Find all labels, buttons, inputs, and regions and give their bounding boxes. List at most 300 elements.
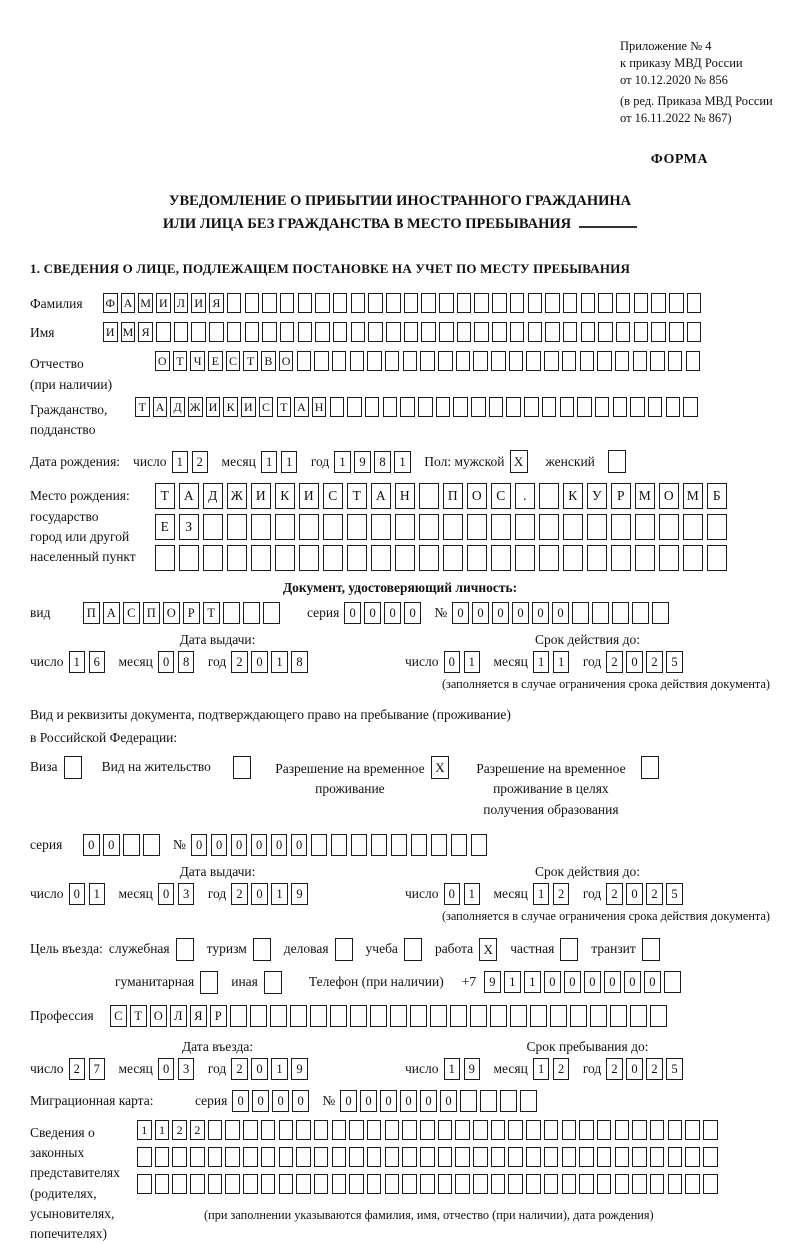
char-cell[interactable] (630, 1005, 647, 1027)
residence-permit-checkbox[interactable] (233, 756, 251, 779)
char-cell[interactable]: М (121, 322, 136, 342)
char-cell[interactable]: Р (183, 602, 200, 624)
char-cell[interactable] (456, 351, 471, 371)
char-cell[interactable]: И (103, 322, 118, 342)
char-cell[interactable] (491, 1147, 506, 1167)
char-cell[interactable] (544, 1147, 559, 1167)
char-cell[interactable] (634, 322, 649, 342)
char-cell[interactable]: О (659, 483, 679, 509)
char-cell[interactable] (613, 397, 628, 417)
char-cell[interactable] (403, 351, 418, 371)
char-cell[interactable] (411, 834, 428, 856)
char-cell[interactable]: 1 (69, 651, 86, 673)
char-cell[interactable] (314, 1120, 329, 1140)
char-cell[interactable]: 0 (626, 651, 643, 673)
char-cell[interactable] (650, 1147, 665, 1167)
char-cell[interactable] (611, 545, 631, 571)
char-cell[interactable] (438, 351, 453, 371)
char-cell[interactable] (707, 514, 727, 540)
char-cell[interactable] (545, 293, 560, 313)
char-cell[interactable] (347, 514, 367, 540)
char-cell[interactable]: 0 (444, 883, 461, 905)
char-cell[interactable]: 0 (364, 602, 381, 624)
char-cell[interactable]: А (371, 483, 391, 509)
char-cell[interactable] (526, 351, 541, 371)
char-cell[interactable]: 0 (544, 971, 561, 993)
char-cell[interactable] (632, 1174, 647, 1194)
char-cell[interactable] (368, 322, 383, 342)
char-cell[interactable] (261, 1120, 276, 1140)
char-cell[interactable] (650, 1005, 667, 1027)
char-cell[interactable] (332, 1174, 347, 1194)
char-cell[interactable]: 0 (83, 834, 100, 856)
char-cell[interactable]: 1 (444, 1058, 461, 1080)
char-cell[interactable]: 0 (626, 1058, 643, 1080)
char-cell[interactable]: 1 (271, 1058, 288, 1080)
char-cell[interactable]: Л (174, 293, 189, 313)
char-cell[interactable] (650, 1120, 665, 1140)
char-cell[interactable] (659, 514, 679, 540)
char-cell[interactable]: И (191, 293, 206, 313)
char-cell[interactable] (225, 1120, 240, 1140)
char-cell[interactable] (703, 1147, 718, 1167)
char-cell[interactable]: 2 (606, 651, 623, 673)
char-cell[interactable] (420, 1120, 435, 1140)
char-cell[interactable]: 1 (281, 451, 298, 473)
char-cell[interactable]: 0 (271, 834, 288, 856)
char-cell[interactable] (592, 602, 609, 624)
char-cell[interactable] (616, 322, 631, 342)
char-cell[interactable] (262, 293, 277, 313)
char-cell[interactable]: 5 (666, 883, 683, 905)
char-cell[interactable] (421, 322, 436, 342)
char-cell[interactable] (480, 1090, 497, 1112)
char-cell[interactable]: А (103, 602, 120, 624)
char-cell[interactable] (296, 1120, 311, 1140)
char-cell[interactable] (347, 397, 362, 417)
char-cell[interactable] (615, 351, 630, 371)
char-cell[interactable] (473, 1120, 488, 1140)
char-cell[interactable]: Т (243, 351, 258, 371)
purpose-other-checkbox[interactable] (264, 971, 282, 994)
char-cell[interactable] (615, 1174, 630, 1194)
char-cell[interactable]: М (683, 483, 703, 509)
char-cell[interactable] (395, 514, 415, 540)
char-cell[interactable] (560, 397, 575, 417)
char-cell[interactable] (612, 602, 629, 624)
char-cell[interactable]: В (261, 351, 276, 371)
char-cell[interactable]: 5 (666, 1058, 683, 1080)
char-cell[interactable] (580, 351, 595, 371)
char-cell[interactable]: 9 (291, 1058, 308, 1080)
char-cell[interactable]: 0 (512, 602, 529, 624)
char-cell[interactable] (579, 1120, 594, 1140)
char-cell[interactable] (420, 1147, 435, 1167)
char-cell[interactable]: 0 (251, 1058, 268, 1080)
char-cell[interactable] (368, 293, 383, 313)
char-cell[interactable] (385, 1147, 400, 1167)
char-cell[interactable]: О (467, 483, 487, 509)
char-cell[interactable] (508, 1120, 523, 1140)
char-cell[interactable]: Т (130, 1005, 147, 1027)
char-cell[interactable]: 2 (606, 883, 623, 905)
char-cell[interactable] (439, 322, 454, 342)
char-cell[interactable]: Р (210, 1005, 227, 1027)
char-cell[interactable] (615, 1120, 630, 1140)
char-cell[interactable] (223, 602, 240, 624)
char-cell[interactable] (208, 1174, 223, 1194)
char-cell[interactable]: 1 (155, 1120, 170, 1140)
char-cell[interactable]: А (121, 293, 136, 313)
char-cell[interactable] (528, 322, 543, 342)
char-cell[interactable] (450, 1005, 467, 1027)
char-cell[interactable]: 1 (464, 651, 481, 673)
char-cell[interactable] (683, 545, 703, 571)
char-cell[interactable]: 8 (178, 651, 195, 673)
char-cell[interactable] (455, 1147, 470, 1167)
char-cell[interactable] (562, 351, 577, 371)
char-cell[interactable] (632, 1120, 647, 1140)
char-cell[interactable]: 0 (251, 883, 268, 905)
char-cell[interactable] (314, 1147, 329, 1167)
purpose-private-checkbox[interactable] (560, 938, 578, 961)
char-cell[interactable] (250, 1005, 267, 1027)
char-cell[interactable] (227, 293, 242, 313)
char-cell[interactable] (581, 322, 596, 342)
char-cell[interactable]: И (251, 483, 271, 509)
char-cell[interactable] (298, 322, 313, 342)
char-cell[interactable] (470, 1005, 487, 1027)
char-cell[interactable] (419, 514, 439, 540)
char-cell[interactable] (539, 483, 559, 509)
char-cell[interactable] (386, 293, 401, 313)
char-cell[interactable] (225, 1174, 240, 1194)
char-cell[interactable]: 0 (158, 883, 175, 905)
char-cell[interactable] (385, 351, 400, 371)
char-cell[interactable] (650, 351, 665, 371)
char-cell[interactable] (349, 1147, 364, 1167)
char-cell[interactable]: Б (707, 483, 727, 509)
char-cell[interactable] (455, 1174, 470, 1194)
char-cell[interactable] (190, 1147, 205, 1167)
char-cell[interactable] (251, 514, 271, 540)
char-cell[interactable] (208, 1147, 223, 1167)
char-cell[interactable]: 0 (252, 1090, 269, 1112)
char-cell[interactable] (490, 1005, 507, 1027)
char-cell[interactable] (597, 1174, 612, 1194)
char-cell[interactable]: 0 (158, 651, 175, 673)
char-cell[interactable]: Т (173, 351, 188, 371)
char-cell[interactable] (225, 1147, 240, 1167)
char-cell[interactable] (520, 1090, 537, 1112)
char-cell[interactable]: О (163, 602, 180, 624)
char-cell[interactable]: 2 (553, 883, 570, 905)
char-cell[interactable] (668, 1147, 683, 1167)
char-cell[interactable] (669, 293, 684, 313)
char-cell[interactable]: 0 (384, 602, 401, 624)
char-cell[interactable] (332, 1147, 347, 1167)
char-cell[interactable] (227, 514, 247, 540)
char-cell[interactable]: К (223, 397, 238, 417)
char-cell[interactable]: 2 (646, 883, 663, 905)
char-cell[interactable]: 1 (533, 651, 550, 673)
char-cell[interactable] (351, 322, 366, 342)
char-cell[interactable] (385, 1120, 400, 1140)
char-cell[interactable] (371, 545, 391, 571)
visa-checkbox[interactable] (64, 756, 82, 779)
char-cell[interactable] (315, 293, 330, 313)
char-cell[interactable]: 1 (504, 971, 521, 993)
char-cell[interactable]: Н (312, 397, 327, 417)
char-cell[interactable] (230, 1005, 247, 1027)
char-cell[interactable] (471, 397, 486, 417)
char-cell[interactable] (563, 545, 583, 571)
char-cell[interactable]: 0 (444, 651, 461, 673)
char-cell[interactable] (685, 1120, 700, 1140)
char-cell[interactable] (137, 1174, 152, 1194)
char-cell[interactable] (510, 293, 525, 313)
char-cell[interactable]: 0 (492, 602, 509, 624)
char-cell[interactable] (297, 351, 312, 371)
char-cell[interactable]: А (153, 397, 168, 417)
char-cell[interactable] (467, 545, 487, 571)
char-cell[interactable] (418, 397, 433, 417)
char-cell[interactable] (155, 1174, 170, 1194)
char-cell[interactable] (515, 514, 535, 540)
char-cell[interactable] (500, 1090, 517, 1112)
char-cell[interactable]: Т (155, 483, 175, 509)
char-cell[interactable] (419, 483, 439, 509)
char-cell[interactable]: Ж (188, 397, 203, 417)
char-cell[interactable]: И (206, 397, 221, 417)
temp-residence-checkbox[interactable]: X (431, 756, 449, 779)
purpose-business-checkbox[interactable] (335, 938, 353, 961)
char-cell[interactable] (280, 293, 295, 313)
char-cell[interactable]: 2 (646, 1058, 663, 1080)
char-cell[interactable] (245, 322, 260, 342)
char-cell[interactable] (451, 834, 468, 856)
char-cell[interactable] (323, 545, 343, 571)
char-cell[interactable]: С (491, 483, 511, 509)
char-cell[interactable] (431, 834, 448, 856)
char-cell[interactable] (508, 1174, 523, 1194)
char-cell[interactable]: С (110, 1005, 127, 1027)
char-cell[interactable]: А (179, 483, 199, 509)
char-cell[interactable]: Р (611, 483, 631, 509)
char-cell[interactable] (539, 545, 559, 571)
char-cell[interactable] (687, 293, 702, 313)
char-cell[interactable] (386, 322, 401, 342)
char-cell[interactable]: 9 (354, 451, 371, 473)
char-cell[interactable] (492, 322, 507, 342)
char-cell[interactable]: 1 (271, 883, 288, 905)
char-cell[interactable] (539, 514, 559, 540)
char-cell[interactable]: 2 (192, 451, 209, 473)
char-cell[interactable] (420, 1174, 435, 1194)
char-cell[interactable] (333, 293, 348, 313)
char-cell[interactable] (298, 293, 313, 313)
char-cell[interactable] (365, 397, 380, 417)
char-cell[interactable] (563, 322, 578, 342)
char-cell[interactable] (333, 322, 348, 342)
char-cell[interactable] (227, 322, 242, 342)
char-cell[interactable]: 1 (533, 1058, 550, 1080)
char-cell[interactable] (443, 545, 463, 571)
purpose-official-checkbox[interactable] (176, 938, 194, 961)
purpose-transit-checkbox[interactable] (642, 938, 660, 961)
char-cell[interactable]: П (443, 483, 463, 509)
char-cell[interactable] (410, 1005, 427, 1027)
char-cell[interactable]: Я (138, 322, 153, 342)
char-cell[interactable] (443, 514, 463, 540)
char-cell[interactable]: 0 (584, 971, 601, 993)
char-cell[interactable]: П (83, 602, 100, 624)
char-cell[interactable] (685, 1147, 700, 1167)
char-cell[interactable] (347, 545, 367, 571)
char-cell[interactable] (270, 1005, 287, 1027)
char-cell[interactable] (311, 834, 328, 856)
char-cell[interactable]: 0 (232, 1090, 249, 1112)
char-cell[interactable]: Т (277, 397, 292, 417)
char-cell[interactable] (616, 293, 631, 313)
char-cell[interactable]: 2 (606, 1058, 623, 1080)
char-cell[interactable]: И (241, 397, 256, 417)
char-cell[interactable] (243, 602, 260, 624)
char-cell[interactable]: 3 (178, 883, 195, 905)
char-cell[interactable] (595, 397, 610, 417)
char-cell[interactable] (350, 1005, 367, 1027)
char-cell[interactable] (491, 514, 511, 540)
char-cell[interactable] (510, 322, 525, 342)
char-cell[interactable] (581, 293, 596, 313)
char-cell[interactable] (275, 545, 295, 571)
char-cell[interactable] (550, 1005, 567, 1027)
char-cell[interactable]: 0 (251, 834, 268, 856)
char-cell[interactable] (296, 1147, 311, 1167)
char-cell[interactable] (227, 545, 247, 571)
char-cell[interactable] (395, 545, 415, 571)
char-cell[interactable]: 0 (644, 971, 661, 993)
char-cell[interactable]: 0 (404, 602, 421, 624)
char-cell[interactable] (209, 322, 224, 342)
char-cell[interactable]: И (299, 483, 319, 509)
char-cell[interactable] (299, 545, 319, 571)
char-cell[interactable]: 1 (89, 883, 106, 905)
char-cell[interactable] (664, 971, 681, 993)
char-cell[interactable]: 0 (291, 834, 308, 856)
char-cell[interactable]: Я (190, 1005, 207, 1027)
char-cell[interactable] (652, 602, 669, 624)
char-cell[interactable] (515, 545, 535, 571)
char-cell[interactable] (404, 322, 419, 342)
char-cell[interactable]: 0 (564, 971, 581, 993)
char-cell[interactable]: 0 (231, 834, 248, 856)
char-cell[interactable] (314, 351, 329, 371)
char-cell[interactable] (491, 351, 506, 371)
char-cell[interactable] (156, 322, 171, 342)
char-cell[interactable]: 2 (646, 651, 663, 673)
char-cell[interactable] (598, 293, 613, 313)
char-cell[interactable] (421, 293, 436, 313)
char-cell[interactable] (261, 1147, 276, 1167)
char-cell[interactable]: 0 (292, 1090, 309, 1112)
char-cell[interactable] (390, 1005, 407, 1027)
char-cell[interactable]: 2 (553, 1058, 570, 1080)
char-cell[interactable]: 0 (344, 602, 361, 624)
char-cell[interactable] (587, 514, 607, 540)
char-cell[interactable] (489, 397, 504, 417)
char-cell[interactable]: 0 (272, 1090, 289, 1112)
char-cell[interactable] (611, 514, 631, 540)
char-cell[interactable] (545, 322, 560, 342)
char-cell[interactable] (685, 1174, 700, 1194)
char-cell[interactable] (400, 397, 415, 417)
char-cell[interactable] (467, 514, 487, 540)
char-cell[interactable] (579, 1174, 594, 1194)
char-cell[interactable]: С (323, 483, 343, 509)
char-cell[interactable]: 0 (552, 602, 569, 624)
char-cell[interactable]: О (150, 1005, 167, 1027)
purpose-humanitarian-checkbox[interactable] (200, 971, 218, 994)
temp-residence-education-checkbox[interactable] (641, 756, 659, 779)
char-cell[interactable]: 1 (524, 971, 541, 993)
char-cell[interactable] (542, 397, 557, 417)
char-cell[interactable] (430, 1005, 447, 1027)
char-cell[interactable] (203, 514, 223, 540)
char-cell[interactable] (703, 1174, 718, 1194)
char-cell[interactable]: 1 (137, 1120, 152, 1140)
char-cell[interactable]: Д (170, 397, 185, 417)
char-cell[interactable] (506, 397, 521, 417)
char-cell[interactable]: С (123, 602, 140, 624)
char-cell[interactable]: 0 (251, 651, 268, 673)
char-cell[interactable] (572, 602, 589, 624)
char-cell[interactable] (659, 545, 679, 571)
char-cell[interactable]: 0 (532, 602, 549, 624)
char-cell[interactable] (526, 1147, 541, 1167)
char-cell[interactable] (438, 1147, 453, 1167)
char-cell[interactable] (634, 293, 649, 313)
char-cell[interactable]: 0 (472, 602, 489, 624)
char-cell[interactable] (275, 514, 295, 540)
char-cell[interactable] (598, 322, 613, 342)
char-cell[interactable]: Л (170, 1005, 187, 1027)
char-cell[interactable] (457, 293, 472, 313)
char-cell[interactable] (635, 545, 655, 571)
char-cell[interactable] (419, 545, 439, 571)
char-cell[interactable]: Ч (190, 351, 205, 371)
char-cell[interactable]: 0 (158, 1058, 175, 1080)
char-cell[interactable] (577, 397, 592, 417)
char-cell[interactable] (633, 351, 648, 371)
char-cell[interactable]: 9 (291, 883, 308, 905)
char-cell[interactable] (279, 1120, 294, 1140)
purpose-tourism-checkbox[interactable] (253, 938, 271, 961)
char-cell[interactable] (668, 1174, 683, 1194)
char-cell[interactable] (279, 1147, 294, 1167)
char-cell[interactable]: 0 (440, 1090, 457, 1112)
char-cell[interactable] (190, 1174, 205, 1194)
char-cell[interactable]: З (179, 514, 199, 540)
char-cell[interactable]: О (155, 351, 170, 371)
char-cell[interactable] (460, 1090, 477, 1112)
char-cell[interactable] (455, 1120, 470, 1140)
char-cell[interactable] (579, 1147, 594, 1167)
char-cell[interactable] (544, 351, 559, 371)
char-cell[interactable] (597, 351, 612, 371)
char-cell[interactable] (562, 1120, 577, 1140)
char-cell[interactable] (299, 514, 319, 540)
